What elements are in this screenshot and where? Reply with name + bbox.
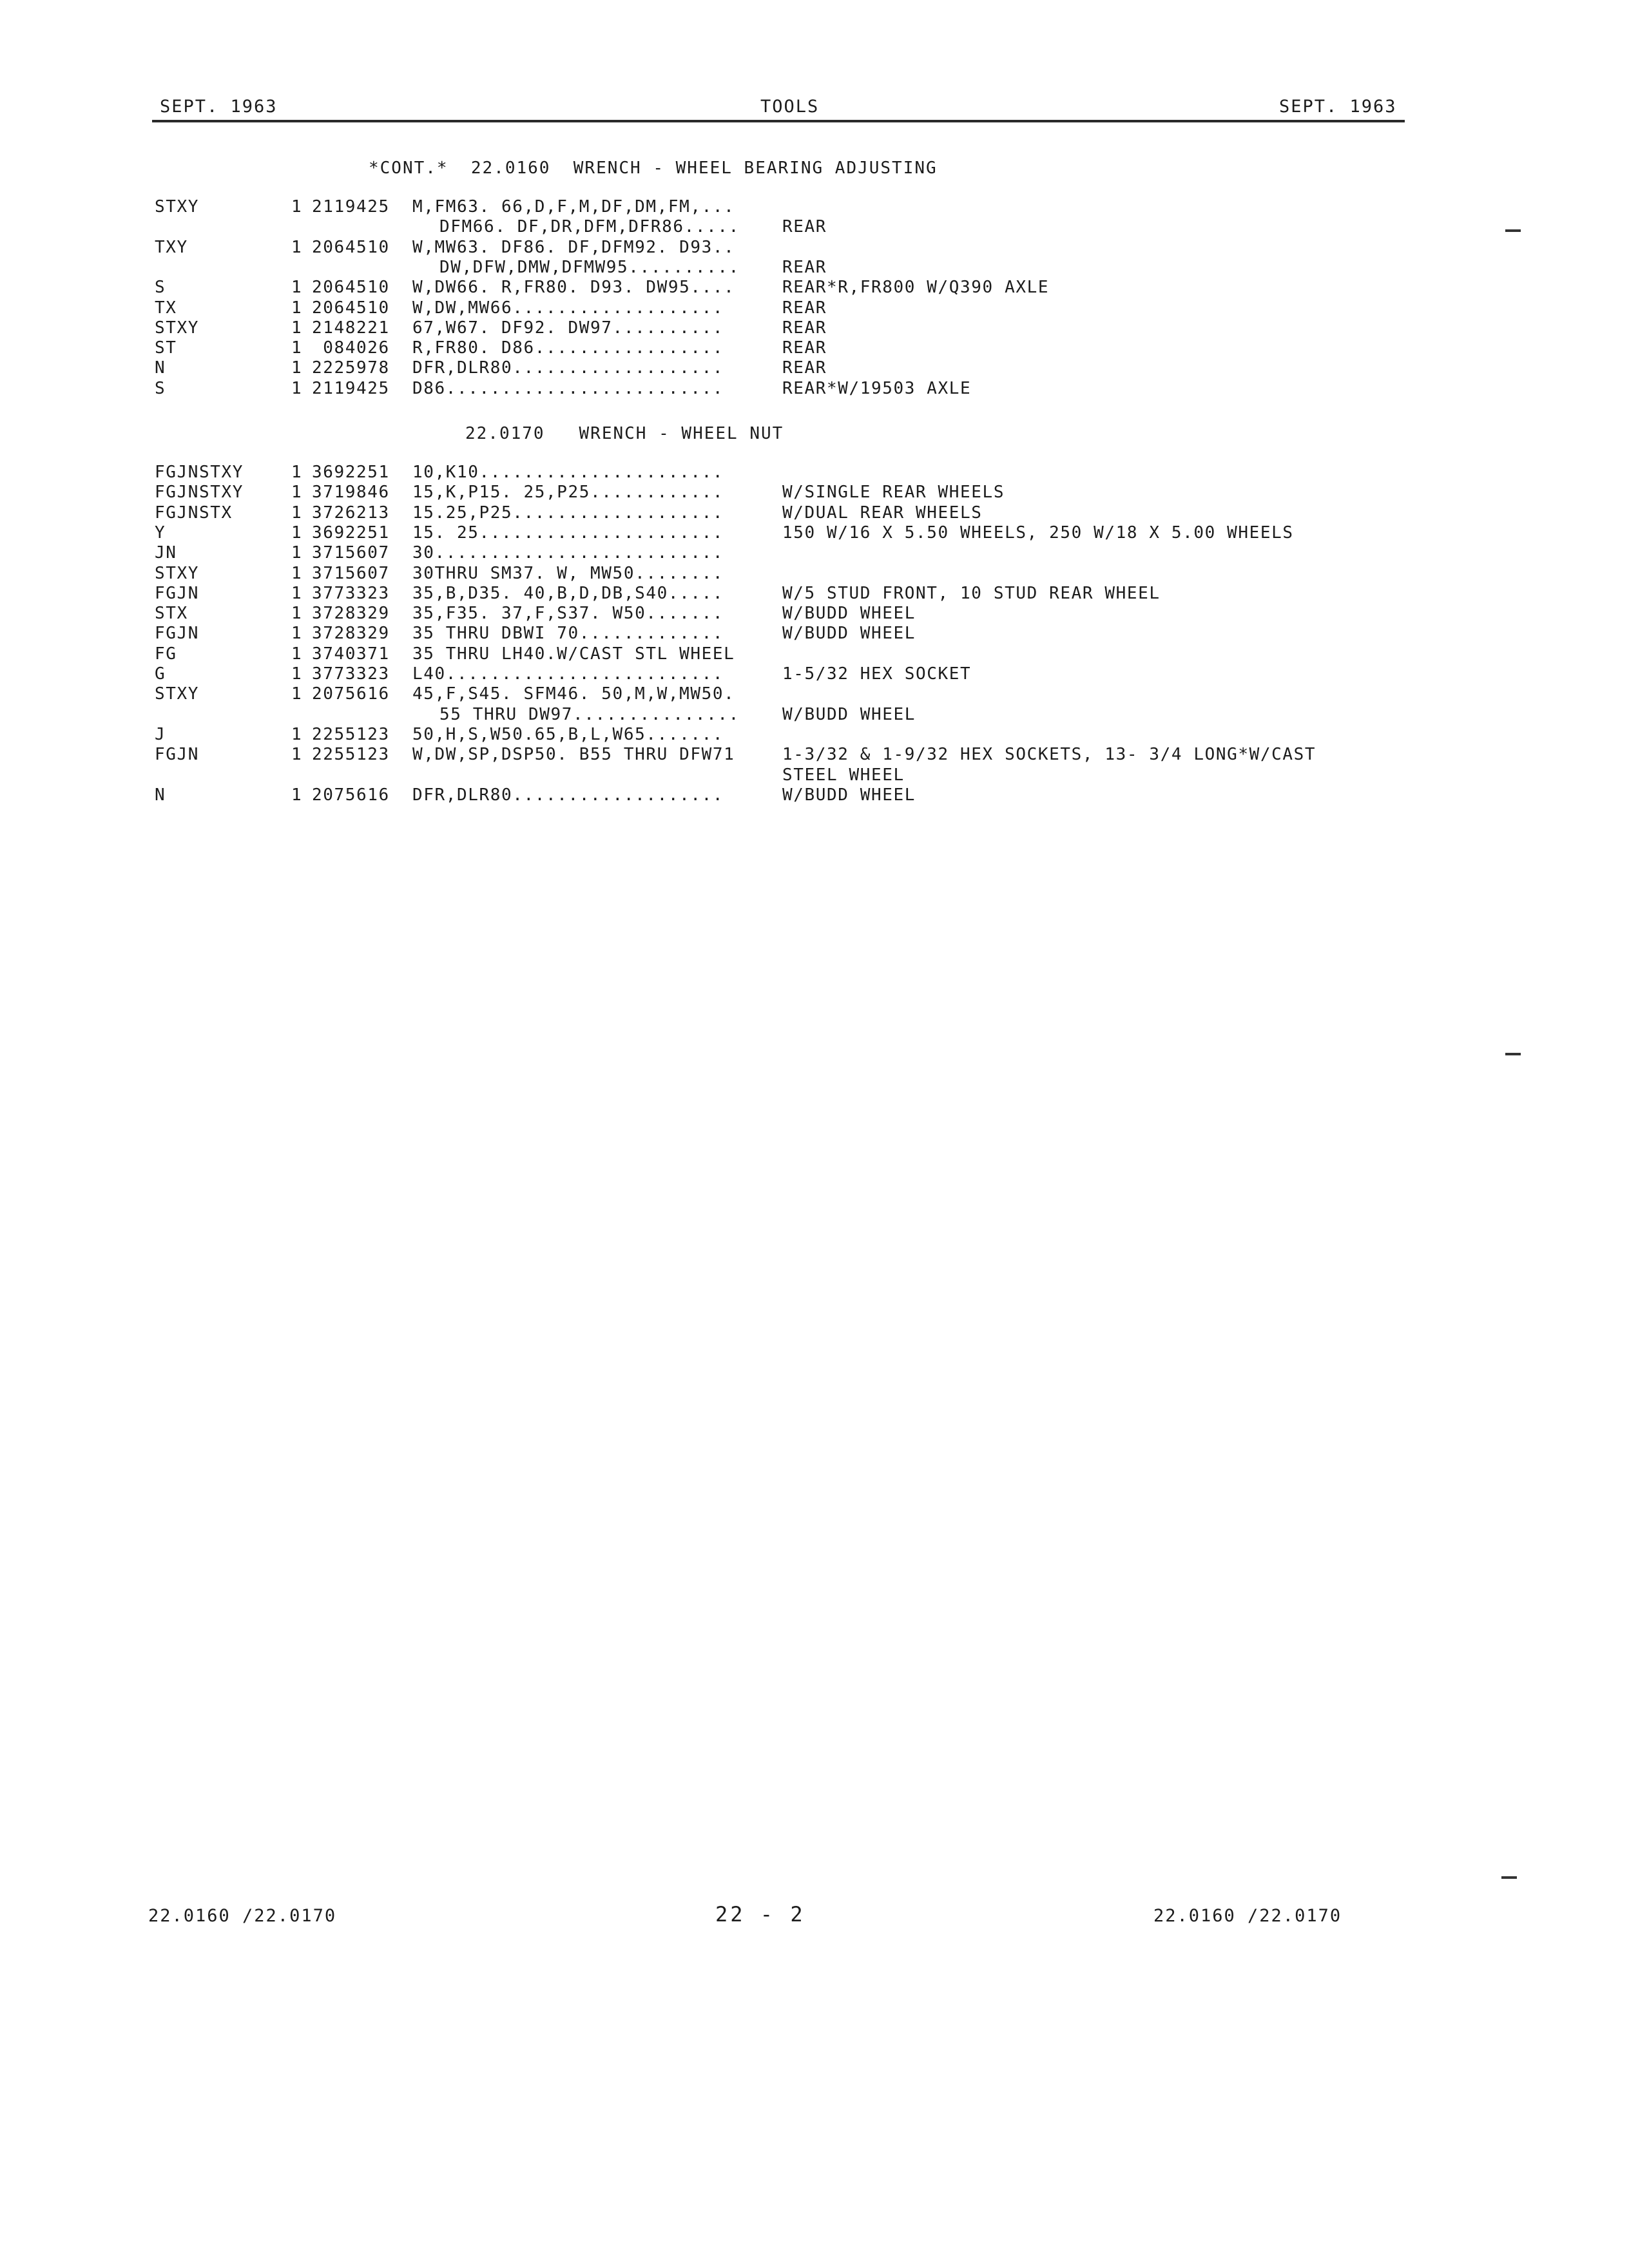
quantity: 1	[291, 298, 303, 318]
part-number: 3715607	[312, 543, 390, 563]
footer-section-range-left: 22.0160 /22.0170	[148, 1906, 337, 1926]
part-number: 2255123	[312, 745, 390, 765]
quantity: 1	[291, 197, 303, 216]
quantity: 1	[291, 318, 303, 338]
model-code: STXY	[155, 318, 200, 338]
header-rule	[152, 120, 1405, 122]
application: 45,F,S45. SFM46. 50,M,W,MW50.	[412, 684, 735, 704]
quantity: 1	[291, 664, 303, 684]
application: 15,K,P15. 25,P25............	[412, 483, 724, 503]
margin-punch-mark	[1505, 1053, 1521, 1055]
remarks: STEEL WHEEL	[782, 765, 905, 785]
quantity: 1	[291, 543, 303, 563]
model-code: TXY	[155, 237, 188, 257]
remarks: W/BUDD WHEEL	[782, 704, 916, 724]
application: DFM66. DF,DR,DFM,DFR86.....	[439, 217, 740, 237]
model-code: N	[155, 358, 166, 378]
quantity: 1	[291, 724, 303, 744]
model-code: STXY	[155, 197, 200, 216]
remarks: 1-5/32 HEX SOCKET	[782, 664, 972, 684]
model-code: FGJNSTXY	[155, 483, 244, 503]
quantity: 1	[291, 463, 303, 482]
remarks: W/BUDD WHEEL	[782, 604, 916, 624]
quantity: 1	[291, 745, 303, 765]
remarks: W/BUDD WHEEL	[782, 624, 916, 644]
quantity: 1	[291, 338, 303, 358]
remarks: W/5 STUD FRONT, 10 STUD REAR WHEEL	[782, 583, 1161, 603]
part-number: 2255123	[312, 724, 390, 744]
remarks: REAR*R,FR800 W/Q390 AXLE	[782, 278, 1050, 298]
application: L40.........................	[412, 664, 724, 684]
margin-punch-mark	[1505, 229, 1521, 232]
model-code: STXY	[155, 684, 200, 704]
quantity: 1	[291, 358, 303, 378]
application: 10,K10......................	[412, 463, 724, 482]
part-number: 084026	[312, 338, 390, 358]
quantity: 1	[291, 624, 303, 644]
part-number: 3692251	[312, 463, 390, 482]
model-code: FG	[155, 644, 177, 664]
application: 30..........................	[412, 543, 724, 563]
part-number: 3728329	[312, 604, 390, 624]
remarks: W/SINGLE REAR WHEELS	[782, 483, 1005, 503]
part-number: 2225978	[312, 358, 390, 378]
remarks: REAR	[782, 338, 827, 358]
section-title-wheel-nut-wrench: 22.0170 WRENCH - WHEEL NUT	[465, 424, 784, 443]
part-number: 2064510	[312, 237, 390, 257]
remarks: 1-3/32 & 1-9/32 HEX SOCKETS, 13- 3/4 LONG*W/CAST	[782, 745, 1316, 765]
footer-section-range-right: 22.0160 /22.0170	[1153, 1906, 1342, 1926]
application: DFR,DLR80...................	[412, 785, 724, 805]
remarks: REAR	[782, 298, 827, 318]
quantity: 1	[291, 278, 303, 298]
part-number: 3715607	[312, 563, 390, 583]
application: 35,B,D35. 40,B,D,DB,S40.....	[412, 583, 724, 603]
model-code: FGJN	[155, 745, 200, 765]
model-code: STXY	[155, 563, 200, 583]
quantity: 1	[291, 583, 303, 603]
quantity: 1	[291, 644, 303, 664]
application: 50,H,S,W50.65,B,L,W65.......	[412, 724, 724, 744]
remarks: REAR	[782, 318, 827, 338]
application: 35 THRU DBWI 70.............	[412, 624, 724, 644]
model-code: TX	[155, 298, 177, 318]
model-code: Y	[155, 523, 166, 543]
part-number: 2119425	[312, 378, 390, 398]
model-code: S	[155, 378, 166, 398]
remarks: W/BUDD WHEEL	[782, 785, 916, 805]
quantity: 1	[291, 237, 303, 257]
part-number: 3726213	[312, 503, 390, 523]
part-number: 2075616	[312, 785, 390, 805]
part-number: 3719846	[312, 483, 390, 503]
application: 35 THRU LH40.W/CAST STL WHEEL	[412, 644, 735, 664]
remarks: REAR	[782, 358, 827, 378]
quantity: 1	[291, 523, 303, 543]
footer-page-number: 22 - 2	[715, 1902, 805, 1927]
application: R,FR80. D86.................	[412, 338, 724, 358]
part-number: 3773323	[312, 664, 390, 684]
application: DW,DFW,DMW,DFMW95..........	[439, 257, 740, 277]
margin-punch-mark	[1501, 1876, 1517, 1879]
application: W,DW,SP,DSP50. B55 THRU DFW71	[412, 745, 735, 765]
model-code: FGJNSTXY	[155, 463, 244, 482]
section-title-wheel-bearing-wrench: *CONT.* 22.0160 WRENCH - WHEEL BEARING ADJUSTING	[369, 159, 938, 178]
model-code: FGJN	[155, 583, 200, 603]
application: 67,W67. DF92. DW97..........	[412, 318, 724, 338]
application: W,DW66. R,FR80. D93. DW95....	[412, 278, 735, 298]
application: D86.........................	[412, 378, 724, 398]
part-number: 3740371	[312, 644, 390, 664]
header-date-left: SEPT. 1963	[160, 97, 278, 117]
quantity: 1	[291, 563, 303, 583]
application: 15.25,P25...................	[412, 503, 724, 523]
remarks: REAR*W/19503 AXLE	[782, 378, 972, 398]
application: DFR,DLR80...................	[412, 358, 724, 378]
quantity: 1	[291, 604, 303, 624]
part-number: 3728329	[312, 624, 390, 644]
model-code: N	[155, 785, 166, 805]
quantity: 1	[291, 785, 303, 805]
part-number: 2148221	[312, 318, 390, 338]
quantity: 1	[291, 483, 303, 503]
part-number: 2064510	[312, 298, 390, 318]
model-code: STX	[155, 604, 188, 624]
remarks: 150 W/16 X 5.50 WHEELS, 250 W/18 X 5.00 WHEELS	[782, 523, 1294, 543]
application: 55 THRU DW97...............	[439, 704, 740, 724]
application: 15. 25......................	[412, 523, 724, 543]
application: 35,F35. 37,F,S37. W50.......	[412, 604, 724, 624]
model-code: JN	[155, 543, 177, 563]
model-code: ST	[155, 338, 177, 358]
header-section-title: TOOLS	[760, 97, 820, 117]
application: W,MW63. DF86. DF,DFM92. D93..	[412, 237, 735, 257]
part-number: 2119425	[312, 197, 390, 216]
model-code: J	[155, 724, 166, 744]
remarks: REAR	[782, 217, 827, 237]
model-code: S	[155, 278, 166, 298]
quantity: 1	[291, 684, 303, 704]
remarks: REAR	[782, 257, 827, 277]
model-code: FGJN	[155, 624, 200, 644]
remarks: W/DUAL REAR WHEELS	[782, 503, 983, 523]
application: M,FM63. 66,D,F,M,DF,DM,FM,...	[412, 197, 735, 216]
quantity: 1	[291, 503, 303, 523]
application: 30THRU SM37. W, MW50........	[412, 563, 724, 583]
part-number: 3692251	[312, 523, 390, 543]
part-number: 3773323	[312, 583, 390, 603]
header-date-right: SEPT. 1963	[1279, 97, 1397, 117]
model-code: G	[155, 664, 166, 684]
part-number: 2075616	[312, 684, 390, 704]
application: W,DW,MW66...................	[412, 298, 724, 318]
quantity: 1	[291, 378, 303, 398]
model-code: FGJNSTX	[155, 503, 233, 523]
part-number: 2064510	[312, 278, 390, 298]
